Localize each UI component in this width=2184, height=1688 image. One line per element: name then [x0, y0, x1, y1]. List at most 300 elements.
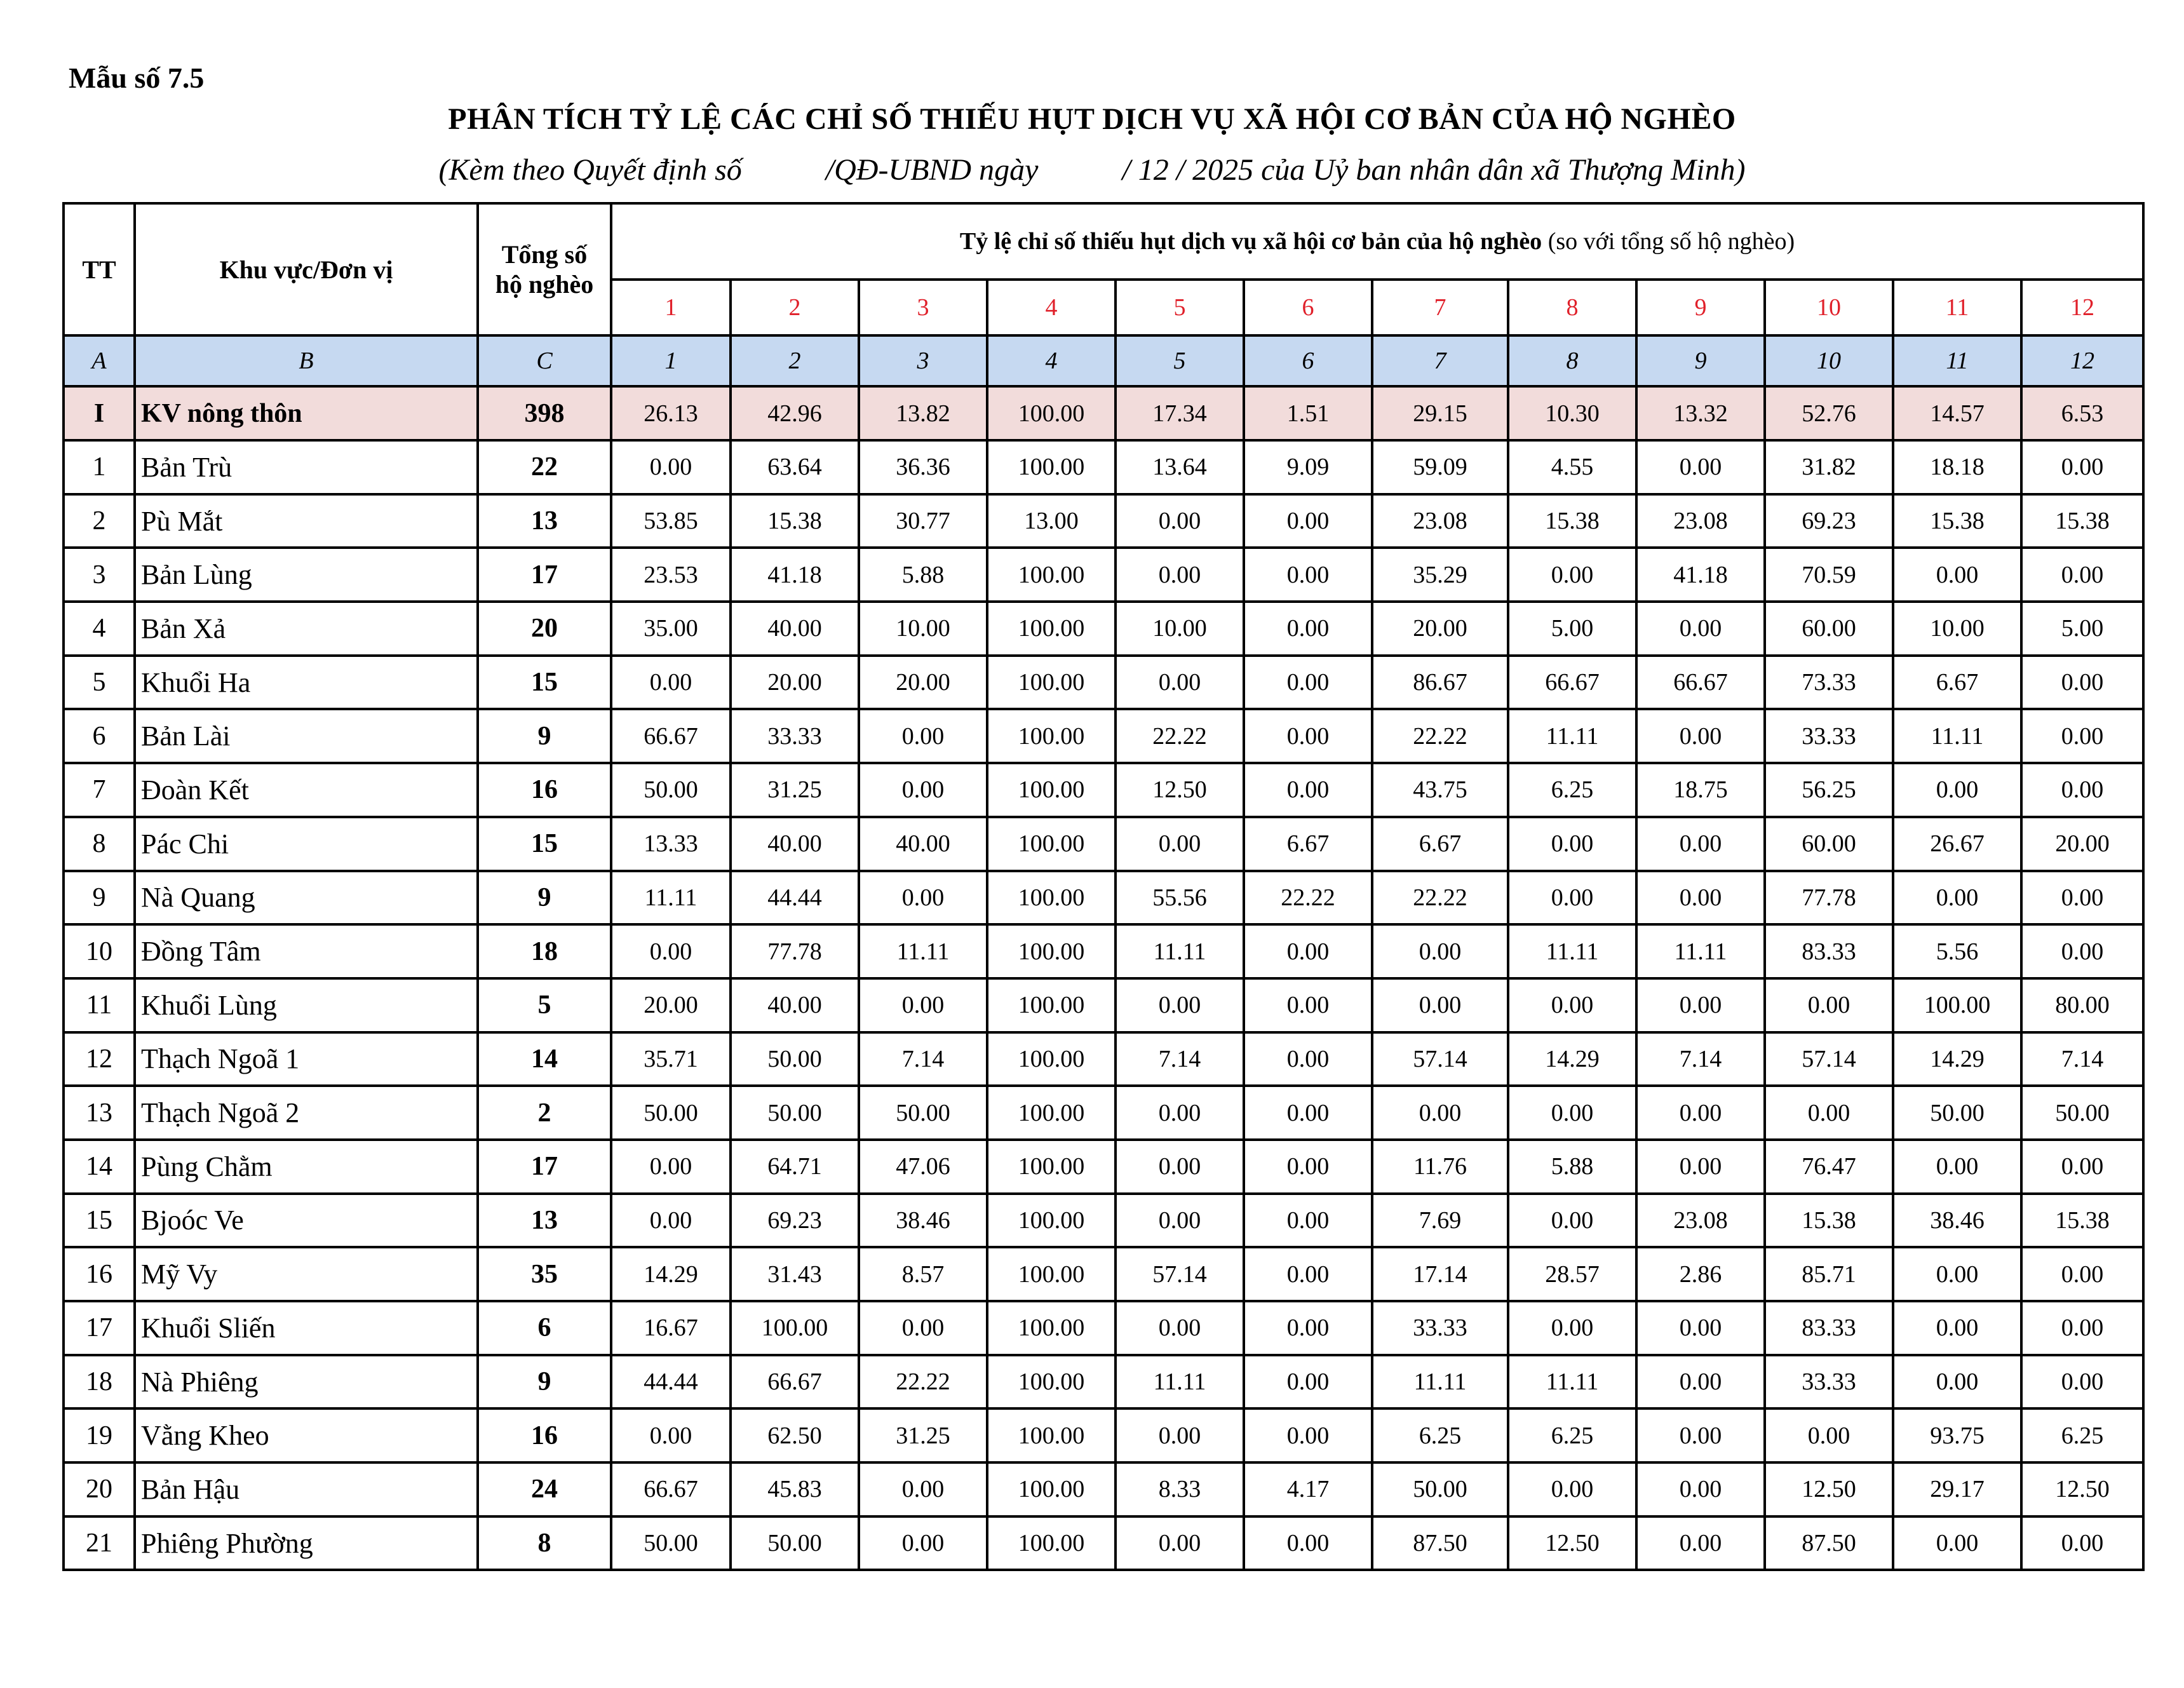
row-value: 0.00 — [1244, 548, 1372, 602]
column-letter: 5 — [1116, 335, 1244, 386]
table-row — [64, 1408, 2143, 1462]
row-value: 0.00 — [611, 1140, 731, 1194]
column-letter: 7 — [1372, 335, 1508, 386]
row-value: 60.00 — [1765, 817, 1893, 871]
row-value: 28.57 — [1508, 1247, 1636, 1301]
row-value: 11.11 — [611, 871, 731, 925]
row-value: 85.71 — [1765, 1247, 1893, 1301]
row-value: 60.00 — [1765, 602, 1893, 656]
row-value: 0.00 — [1508, 1462, 1636, 1516]
table-row — [64, 1516, 2143, 1570]
row-value: 40.00 — [731, 817, 859, 871]
indicator-header-6: 6 — [1244, 280, 1372, 335]
header-indicator-note: (so với tổng số hộ nghèo) — [1542, 228, 1795, 255]
total-value: 13.32 — [1636, 386, 1765, 440]
row-value: 0.00 — [1636, 978, 1765, 1032]
row-value: 5.88 — [859, 548, 987, 602]
indicator-header-11: 11 — [1893, 280, 2021, 335]
row-tt: 7 — [64, 763, 135, 817]
row-value: 4.17 — [1244, 1462, 1372, 1516]
row-value: 50.00 — [1893, 1086, 2021, 1140]
row-value: 47.06 — [859, 1140, 987, 1194]
row-value: 41.18 — [1636, 548, 1765, 602]
row-value: 40.00 — [859, 817, 987, 871]
row-value: 23.08 — [1636, 494, 1765, 548]
row-value: 11.76 — [1372, 1140, 1508, 1194]
row-value: 100.00 — [987, 656, 1116, 710]
row-value: 22.22 — [1116, 709, 1244, 763]
row-total-households: 35 — [478, 1247, 611, 1301]
row-value: 0.00 — [2021, 1355, 2143, 1409]
row-value: 0.00 — [2021, 763, 2143, 817]
row-unit-name: Bản Lài — [135, 709, 478, 763]
row-value: 0.00 — [1244, 1086, 1372, 1140]
row-value: 0.00 — [1636, 871, 1765, 925]
row-unit-name: Vằng Kheo — [135, 1408, 478, 1462]
row-value: 33.33 — [1765, 709, 1893, 763]
column-letter: B — [135, 335, 478, 386]
row-value: 69.23 — [1765, 494, 1893, 548]
row-value: 0.00 — [611, 656, 731, 710]
indicator-header-12: 12 — [2021, 280, 2143, 335]
row-value: 0.00 — [1116, 494, 1244, 548]
row-value: 6.67 — [1893, 656, 2021, 710]
row-value: 0.00 — [1244, 1032, 1372, 1086]
row-value: 100.00 — [987, 709, 1116, 763]
row-value: 6.67 — [1372, 817, 1508, 871]
row-value: 18.75 — [1636, 763, 1765, 817]
row-value: 66.67 — [1636, 656, 1765, 710]
row-value: 31.25 — [731, 763, 859, 817]
table-row — [64, 1086, 2143, 1140]
row-value: 0.00 — [1116, 1086, 1244, 1140]
row-value: 0.00 — [1244, 709, 1372, 763]
row-value: 23.08 — [1372, 494, 1508, 548]
row-total-households: 8 — [478, 1516, 611, 1570]
row-value: 26.67 — [1893, 817, 2021, 871]
row-value: 0.00 — [1116, 978, 1244, 1032]
row-value: 0.00 — [1508, 978, 1636, 1032]
row-value: 100.00 — [1893, 978, 2021, 1032]
row-value: 10.00 — [859, 602, 987, 656]
row-value: 0.00 — [1244, 978, 1372, 1032]
row-value: 100.00 — [987, 763, 1116, 817]
row-value: 50.00 — [611, 1516, 731, 1570]
row-value: 35.29 — [1372, 548, 1508, 602]
row-value: 0.00 — [1372, 978, 1508, 1032]
row-value: 73.33 — [1765, 656, 1893, 710]
row-value: 0.00 — [1508, 1301, 1636, 1355]
row-value: 11.11 — [1372, 1355, 1508, 1409]
row-value: 0.00 — [1636, 817, 1765, 871]
column-letter: 12 — [2021, 335, 2143, 386]
row-value: 5.88 — [1508, 1140, 1636, 1194]
row-value: 44.44 — [611, 1355, 731, 1409]
column-letter: 8 — [1508, 335, 1636, 386]
total-value: 29.15 — [1372, 386, 1508, 440]
indicator-header-5: 5 — [1116, 280, 1244, 335]
row-unit-name: Thạch Ngoã 1 — [135, 1032, 478, 1086]
row-total-households: 5 — [478, 978, 611, 1032]
row-value: 11.11 — [1508, 709, 1636, 763]
row-value: 9.09 — [1244, 440, 1372, 494]
header-unit: Khu vực/Đơn vị — [135, 203, 478, 335]
row-value: 44.44 — [731, 871, 859, 925]
row-value: 0.00 — [2021, 440, 2143, 494]
row-value: 0.00 — [1244, 1408, 1372, 1462]
total-name: KV nông thôn — [135, 386, 478, 440]
row-value: 0.00 — [2021, 1516, 2143, 1570]
table-row — [64, 494, 2143, 548]
row-value: 100.00 — [987, 1301, 1116, 1355]
column-letter-row — [64, 335, 2143, 386]
row-value: 76.47 — [1765, 1140, 1893, 1194]
column-letter: 1 — [611, 335, 731, 386]
table-row — [64, 1355, 2143, 1409]
row-value: 6.25 — [1508, 763, 1636, 817]
header-row-1 — [64, 203, 2143, 280]
row-value: 0.00 — [859, 1301, 987, 1355]
row-value: 63.64 — [731, 440, 859, 494]
row-value: 0.00 — [1244, 494, 1372, 548]
row-value: 36.36 — [859, 440, 987, 494]
row-value: 80.00 — [2021, 978, 2143, 1032]
row-value: 66.67 — [611, 1462, 731, 1516]
row-value: 0.00 — [1116, 1301, 1244, 1355]
row-tt: 17 — [64, 1301, 135, 1355]
row-total-households: 24 — [478, 1462, 611, 1516]
row-value: 0.00 — [1116, 817, 1244, 871]
row-total-households: 13 — [478, 494, 611, 548]
total-value: 6.53 — [2021, 386, 2143, 440]
row-value: 22.22 — [859, 1355, 987, 1409]
row-total-households: 16 — [478, 763, 611, 817]
row-value: 0.00 — [2021, 656, 2143, 710]
row-value: 22.22 — [1372, 871, 1508, 925]
row-value: 0.00 — [1116, 1140, 1244, 1194]
table-row — [64, 763, 2143, 817]
row-value: 0.00 — [1244, 763, 1372, 817]
table-row — [64, 656, 2143, 710]
row-value: 100.00 — [987, 1086, 1116, 1140]
row-value: 40.00 — [731, 602, 859, 656]
row-value: 77.78 — [731, 924, 859, 978]
row-unit-name: Thạch Ngoã 2 — [135, 1086, 478, 1140]
row-value: 0.00 — [1116, 1408, 1244, 1462]
document-subtitle: (Kèm theo Quyết định số /QĐ-UBND ngày / 12 / 2025 của Uỷ ban nhân dân xã Thượng Minh) — [438, 153, 1746, 187]
row-value: 57.14 — [1116, 1247, 1244, 1301]
row-value: 5.00 — [2021, 602, 2143, 656]
row-tt: 10 — [64, 924, 135, 978]
row-value: 50.00 — [731, 1086, 859, 1140]
table-row — [64, 602, 2143, 656]
row-value: 0.00 — [1765, 1086, 1893, 1140]
header-tt: TT — [64, 203, 135, 335]
table-row — [64, 817, 2143, 871]
row-value: 0.00 — [1636, 1301, 1765, 1355]
row-value: 0.00 — [1636, 709, 1765, 763]
row-value: 20.00 — [611, 978, 731, 1032]
row-value: 0.00 — [1636, 1516, 1765, 1570]
row-value: 2.86 — [1636, 1247, 1765, 1301]
row-value: 100.00 — [987, 978, 1116, 1032]
row-value: 23.08 — [1636, 1194, 1765, 1248]
header-total-poor — [478, 203, 611, 335]
row-value: 7.14 — [1636, 1032, 1765, 1086]
row-total-households: 14 — [478, 1032, 611, 1086]
row-value: 45.83 — [731, 1462, 859, 1516]
total-value: 10.30 — [1508, 386, 1636, 440]
row-value: 0.00 — [1893, 1301, 2021, 1355]
table-row — [64, 709, 2143, 763]
row-total-households: 9 — [478, 871, 611, 925]
row-value: 20.00 — [1372, 602, 1508, 656]
column-letter: 4 — [987, 335, 1116, 386]
row-value: 50.00 — [1372, 1462, 1508, 1516]
row-value: 57.14 — [1372, 1032, 1508, 1086]
row-value: 100.00 — [987, 871, 1116, 925]
row-value: 0.00 — [2021, 548, 2143, 602]
row-value: 0.00 — [1765, 978, 1893, 1032]
row-value: 38.46 — [1893, 1194, 2021, 1248]
row-value: 0.00 — [1508, 817, 1636, 871]
indicator-header-8: 8 — [1508, 280, 1636, 335]
row-value: 0.00 — [859, 978, 987, 1032]
row-tt: 13 — [64, 1086, 135, 1140]
row-unit-name: Pùng Chằm — [135, 1140, 478, 1194]
row-value: 15.38 — [1765, 1194, 1893, 1248]
row-tt: 5 — [64, 656, 135, 710]
row-total-households: 15 — [478, 817, 611, 871]
row-total-households: 2 — [478, 1086, 611, 1140]
indicator-header-9: 9 — [1636, 280, 1765, 335]
total-value: 42.96 — [731, 386, 859, 440]
row-value: 0.00 — [1893, 871, 2021, 925]
row-value: 0.00 — [1244, 1247, 1372, 1301]
row-tt: 4 — [64, 602, 135, 656]
header-indicator-title: Tỷ lệ chỉ số thiếu hụt dịch vụ xã hội cơ bản của hộ nghèo — [959, 228, 1542, 255]
row-value: 93.75 — [1893, 1408, 2021, 1462]
row-value: 0.00 — [1372, 924, 1508, 978]
row-value: 35.71 — [611, 1032, 731, 1086]
row-value: 38.46 — [859, 1194, 987, 1248]
row-value: 0.00 — [1636, 1408, 1765, 1462]
table-row — [64, 978, 2143, 1032]
column-letter: 6 — [1244, 335, 1372, 386]
total-tt: I — [64, 386, 135, 440]
row-unit-name: Phiêng Phường — [135, 1516, 478, 1570]
row-value: 0.00 — [859, 1516, 987, 1570]
row-value: 6.25 — [2021, 1408, 2143, 1462]
row-value: 0.00 — [1508, 1194, 1636, 1248]
row-value: 12.50 — [1765, 1462, 1893, 1516]
row-tt: 8 — [64, 817, 135, 871]
total-value: 100.00 — [987, 386, 1116, 440]
row-value: 0.00 — [1893, 1355, 2021, 1409]
row-value: 0.00 — [1508, 548, 1636, 602]
row-value: 0.00 — [1244, 602, 1372, 656]
header-indicator-group — [611, 203, 2143, 280]
column-letter: 2 — [731, 335, 859, 386]
row-value: 53.85 — [611, 494, 731, 548]
row-value: 14.29 — [611, 1247, 731, 1301]
row-value: 0.00 — [1636, 1086, 1765, 1140]
row-value: 13.00 — [987, 494, 1116, 548]
total-value: 13.82 — [859, 386, 987, 440]
row-unit-name: Pù Mắt — [135, 494, 478, 548]
row-unit-name: Khuổi Ha — [135, 656, 478, 710]
row-value: 8.33 — [1116, 1462, 1244, 1516]
row-value: 13.33 — [611, 817, 731, 871]
row-value: 13.64 — [1116, 440, 1244, 494]
row-value: 0.00 — [1636, 1140, 1765, 1194]
row-unit-name: Pác Chi — [135, 817, 478, 871]
document-title: PHÂN TÍCH TỶ LỆ CÁC CHỈ SỐ THIẾU HỤT DỊCH VỤ XÃ HỘI CƠ BẢN CỦA HỘ NGHÈO — [448, 102, 1736, 136]
row-value: 59.09 — [1372, 440, 1508, 494]
row-value: 8.57 — [859, 1247, 987, 1301]
row-value: 83.33 — [1765, 1301, 1893, 1355]
row-value: 12.50 — [1508, 1516, 1636, 1570]
row-value: 0.00 — [611, 440, 731, 494]
table-row — [64, 1462, 2143, 1516]
row-tt: 14 — [64, 1140, 135, 1194]
row-tt: 11 — [64, 978, 135, 1032]
row-value: 0.00 — [1116, 1194, 1244, 1248]
row-value: 33.33 — [1765, 1355, 1893, 1409]
row-value: 22.22 — [1244, 871, 1372, 925]
row-unit-name: Bản Hậu — [135, 1462, 478, 1516]
row-value: 41.18 — [731, 548, 859, 602]
row-value: 0.00 — [1636, 440, 1765, 494]
total-value: 1.51 — [1244, 386, 1372, 440]
row-unit-name: Bjoóc Ve — [135, 1194, 478, 1248]
row-value: 11.11 — [1508, 1355, 1636, 1409]
row-value: 0.00 — [859, 1462, 987, 1516]
row-value: 0.00 — [1765, 1408, 1893, 1462]
row-value: 14.29 — [1893, 1032, 2021, 1086]
row-value: 15.38 — [2021, 494, 2143, 548]
indicator-header-2: 2 — [731, 280, 859, 335]
row-tt: 20 — [64, 1462, 135, 1516]
poverty-indicator-table — [62, 202, 2145, 1571]
row-value: 11.11 — [859, 924, 987, 978]
row-value: 29.17 — [1893, 1462, 2021, 1516]
row-value: 11.11 — [1508, 924, 1636, 978]
row-value: 55.56 — [1116, 871, 1244, 925]
row-tt: 2 — [64, 494, 135, 548]
row-value: 87.50 — [1372, 1516, 1508, 1570]
row-unit-name: Bản Xả — [135, 602, 478, 656]
row-value: 30.77 — [859, 494, 987, 548]
row-value: 11.11 — [1636, 924, 1765, 978]
row-value: 100.00 — [987, 1247, 1116, 1301]
row-value: 0.00 — [1893, 1247, 2021, 1301]
row-value: 20.00 — [859, 656, 987, 710]
row-value: 6.25 — [1372, 1408, 1508, 1462]
row-value: 50.00 — [611, 763, 731, 817]
header-total-line1: Tổng số — [501, 240, 588, 269]
total-value: 17.34 — [1116, 386, 1244, 440]
column-letter: 9 — [1636, 335, 1765, 386]
indicator-header-10: 10 — [1765, 280, 1893, 335]
table-row — [64, 871, 2143, 925]
row-unit-name: Khuổi Lùng — [135, 978, 478, 1032]
row-value: 86.67 — [1372, 656, 1508, 710]
row-value: 35.00 — [611, 602, 731, 656]
row-tt: 3 — [64, 548, 135, 602]
table-row — [64, 440, 2143, 494]
row-value: 100.00 — [987, 1032, 1116, 1086]
row-value: 5.56 — [1893, 924, 2021, 978]
column-letter: 10 — [1765, 335, 1893, 386]
row-value: 43.75 — [1372, 763, 1508, 817]
row-tt: 19 — [64, 1408, 135, 1462]
row-value: 17.14 — [1372, 1247, 1508, 1301]
row-value: 66.67 — [611, 709, 731, 763]
row-total-households: 17 — [478, 548, 611, 602]
row-value: 11.11 — [1116, 1355, 1244, 1409]
row-total-households: 18 — [478, 924, 611, 978]
indicator-header-4: 4 — [987, 280, 1116, 335]
row-value: 50.00 — [611, 1086, 731, 1140]
row-value: 87.50 — [1765, 1516, 1893, 1570]
row-unit-name: Đồng Tâm — [135, 924, 478, 978]
row-total-households: 9 — [478, 709, 611, 763]
row-value: 7.14 — [2021, 1032, 2143, 1086]
row-total-households: 22 — [478, 440, 611, 494]
row-total-households: 13 — [478, 1194, 611, 1248]
row-tt: 9 — [64, 871, 135, 925]
table-row — [64, 924, 2143, 978]
row-value: 0.00 — [2021, 1247, 2143, 1301]
row-value: 0.00 — [1508, 1086, 1636, 1140]
form-number: Mẫu số 7.5 — [69, 62, 205, 94]
row-value: 10.00 — [1116, 602, 1244, 656]
row-tt: 18 — [64, 1355, 135, 1409]
row-value: 77.78 — [1765, 871, 1893, 925]
row-value: 0.00 — [1893, 1140, 2021, 1194]
row-value: 0.00 — [1893, 1516, 2021, 1570]
row-unit-name: Nà Phiêng — [135, 1355, 478, 1409]
row-value: 33.33 — [731, 709, 859, 763]
row-value: 15.38 — [731, 494, 859, 548]
row-total-households: 20 — [478, 602, 611, 656]
total-value: 14.57 — [1893, 386, 2021, 440]
row-tt: 16 — [64, 1247, 135, 1301]
indicator-header-3: 3 — [859, 280, 987, 335]
row-value: 100.00 — [731, 1301, 859, 1355]
row-value: 100.00 — [987, 924, 1116, 978]
row-tt: 15 — [64, 1194, 135, 1248]
row-value: 31.43 — [731, 1247, 859, 1301]
row-value: 0.00 — [1244, 1301, 1372, 1355]
row-tt: 1 — [64, 440, 135, 494]
row-tt: 12 — [64, 1032, 135, 1086]
row-value: 5.00 — [1508, 602, 1636, 656]
row-value: 100.00 — [987, 440, 1116, 494]
row-value: 62.50 — [731, 1408, 859, 1462]
row-value: 40.00 — [731, 978, 859, 1032]
total-households: 398 — [478, 386, 611, 440]
table-row — [64, 1194, 2143, 1248]
total-row — [64, 386, 2143, 440]
row-value: 50.00 — [2021, 1086, 2143, 1140]
row-value: 33.33 — [1372, 1301, 1508, 1355]
row-value: 50.00 — [731, 1516, 859, 1570]
row-value: 16.67 — [611, 1301, 731, 1355]
row-value: 100.00 — [987, 1194, 1116, 1248]
row-value: 0.00 — [611, 924, 731, 978]
